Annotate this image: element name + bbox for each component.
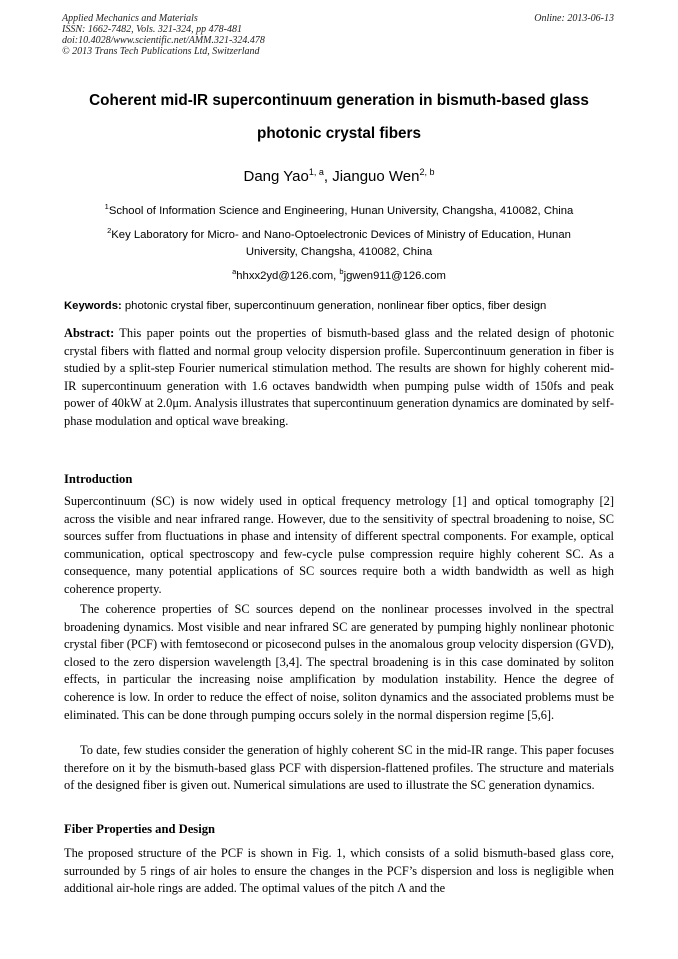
abstract-label: Abstract: — [64, 326, 115, 340]
intro-paragraph-2: The coherence properties of SC sources depend on the nonlinear processes involved in the spectral broadening dynamics. Most visible and near infrared SC are generated by pumping highly nonlinear photonic crystal fiber (PCF) with femtosecond or picosecond pulses in the anomalous group velocity dispersion (GVD), closed to the zero dispersion wavelength [3,4]. The spectral broadening is in this case dominated by soliton effects, in particular the increasing noise amplification by modulation instability. Hence the degree of coherence is low. In order to reduce the effect of noise, soliton dynamics and the associated problems must be eliminated. This can be done through pumping occurs solely in the normal dispersion regime [5,6]. — [64, 602, 614, 722]
abstract — [64, 325, 614, 431]
email-mark: a — [232, 267, 237, 277]
affiliation-text: School of Information Science and Engineering, Hunan University, Changsha, 410082, China — [108, 205, 574, 217]
paper-title-line-1: Coherent mid-IR supercontinuum generation in bismuth-based glass — [89, 92, 589, 109]
email-mark: b — [339, 267, 344, 277]
affiliation-text: Key Laboratory for Micro- and Nano-Optoelectronic Devices of Ministry of Education, Hunan — [111, 229, 571, 241]
doi-line: doi:10.4028/www.scientific.net/AMM.321-324.478 — [62, 35, 265, 46]
section-heading-introduction: Introduction — [64, 472, 133, 486]
paper-title-line-2: photonic crystal fibers — [256, 125, 422, 142]
affiliation-text: University, Changsha, 410082, China — [245, 246, 433, 258]
intro-paragraph-1: Supercontinuum (SC) is now widely used in optical frequency metrology [1] and optical tomography [2] across the visible and near infrared range. However, due to the sensitivity of spectral broadening to noise, SC sources suffer from fluctuations in phase and intensity of different spectral components. For example, optical communication, optical spectroscopy and few-cycle pulse compression require highly coherent SC. As a consequence, many potential applications of SC sources require both a width bandwidth as well as high coherence property. — [64, 494, 614, 596]
author-name: Dang Yao — [243, 168, 309, 185]
keywords-label: Keywords: — [64, 300, 122, 312]
issn-line: ISSN: 1662-7482, Vols. 321-324, pp 478-481 — [62, 24, 242, 35]
keywords-text: photonic crystal fiber, supercontinuum generation, nonlinear fiber optics, fiber design — [121, 300, 547, 312]
intro-paragraph-3: To date, few studies consider the generation of highly coherent SC in the mid-IR range. This paper focuses therefore on it by the bismuth-based glass PCF with dispersion-flattened profiles. The structure and materials of the designed fiber is given out. Numerical simulations are used to illustrate the SC generation dynamics. — [64, 743, 614, 793]
online-date: Online: 2013-06-13 — [534, 13, 614, 24]
abstract-text: This paper points out the properties of bismuth-based glass and the related design of photonic crystal fibers with flatted and normal group velocity dispersion profile. Supercontinuum generation in fiber is studied by a split-step Fourier numerical stimulation method. The results are shown for highly coherent mid-IR supercontinuum generation with 1.6 octaves bandwidth when pumping pulse width of 150fs and peak power of 40kW at 2.0μm. Analysis illustrates that supercontinuum generation dynamics are dominated by self-phase modulation and optical wave breaking. — [64, 326, 614, 428]
section-heading-fiber-properties: Fiber Properties and Design — [64, 822, 216, 836]
author-list — [0, 168, 678, 185]
affiliation-1 — [40, 203, 638, 220]
email-address[interactable]: jgwen911@126.com — [343, 270, 446, 282]
author-separator: , — [323, 168, 333, 185]
keywords — [64, 300, 624, 312]
journal-header — [62, 13, 265, 57]
affiliation-mark: 2 — [107, 226, 112, 236]
affiliation-2 — [40, 227, 638, 261]
author-superscript: 2, b — [419, 167, 435, 177]
affiliation-mark: 1 — [104, 202, 109, 212]
email-line — [40, 268, 638, 285]
email-address[interactable]: hhxx2yd@126.com, — [236, 270, 340, 282]
author-name: Jianguo Wen — [332, 168, 420, 185]
journal-name: Applied Mechanics and Materials — [62, 13, 198, 24]
fiber-paragraph-1: The proposed structure of the PCF is shown in Fig. 1, which consists of a solid bismuth-based glass core, surrounded by 5 rings of air holes to ensure the changes in the PCF’s dispersion and loss is negligible when additional air-hole rings are added. The optimal values of the pitch Λ and the — [64, 846, 614, 896]
author-superscript: 1, a — [308, 167, 324, 177]
copyright-line: © 2013 Trans Tech Publications Ltd, Switzerland — [62, 46, 260, 57]
